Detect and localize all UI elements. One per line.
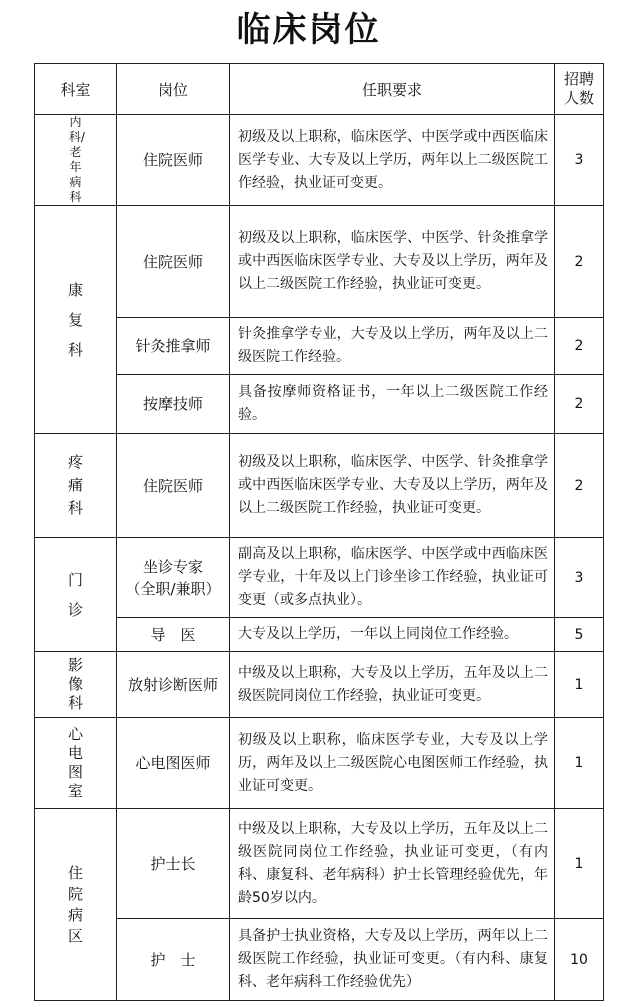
dept-label: 疼痛科 (67, 453, 83, 517)
count-cell: 3 (555, 538, 604, 618)
dept-cell (35, 809, 117, 1001)
dept-label: 内科/老年病科 (68, 115, 85, 204)
requirements-cell: 副高及以上职称，临床医学、中医学或中西临床医学专业，十年及以上门诊坐诊工作经验，执业证可变更（或多点执业）。 (230, 538, 555, 618)
count-cell: 2 (555, 434, 604, 538)
requirements-cell: 中级及以上职称，大专及以上学历，五年及以上二级医院同岗位工作经验，执业证可变更。 (230, 652, 555, 718)
recruitment-table (34, 63, 604, 1001)
requirements-cell: 具备护士执业资格，大专及以上学历，两年以上二级医院工作经验，执业证可变更。（有内科、康复科、老年病科工作经验优先） (230, 919, 555, 1001)
table-row (35, 919, 604, 1001)
table-row (35, 718, 604, 809)
dept-cell (35, 115, 117, 206)
position-cell: 心电图医师 (117, 718, 230, 809)
requirements-cell: 中级及以上职称，大专及以上学历，五年及以上二级医院同岗位工作经验，执业证可变更，（有内科、康复科、老年病科）护士长管理经验优先，年龄50岁以内。 (230, 809, 555, 919)
header-dept: 科室 (35, 64, 117, 115)
table-row (35, 618, 604, 652)
position-cell: 住院医师 (117, 434, 230, 538)
requirements-cell: 大专及以上学历，一年以上同岗位工作经验。 (230, 618, 555, 652)
table-row (35, 434, 604, 538)
dept-cell (35, 718, 117, 809)
position-cell: 住院医师 (117, 115, 230, 206)
table-header-row (35, 64, 604, 115)
position-cell: 住院医师 (117, 206, 230, 318)
position-cell: 放射诊断医师 (117, 652, 230, 718)
dept-label: 门诊 (67, 570, 83, 619)
position-cell: 护士长 (117, 809, 230, 919)
table-row (35, 375, 604, 434)
dept-label: 心电图室 (67, 725, 83, 800)
count-cell: 2 (555, 318, 604, 375)
position-cell: 导 医 (117, 618, 230, 652)
dept-label: 住院病区 (67, 863, 83, 945)
table-row (35, 538, 604, 618)
table-row (35, 115, 604, 206)
header-count: 招聘 人数 (555, 64, 604, 115)
table-row (35, 809, 604, 919)
position-cell: 护 士 (117, 919, 230, 1001)
count-cell: 1 (555, 809, 604, 919)
position-cell: 针灸推拿师 (117, 318, 230, 375)
count-cell: 1 (555, 718, 604, 809)
dept-cell (35, 434, 117, 538)
table-row (35, 652, 604, 718)
count-cell: 1 (555, 652, 604, 718)
requirements-cell: 初级及以上职称，临床医学、中医学、针灸推拿学或中西医临床医学专业、大专及以上学历，两年及以上二级医院工作经验，执业证可变更。 (230, 206, 555, 318)
table-row (35, 318, 604, 375)
position-cell: 坐诊专家 （全职/兼职） (117, 538, 230, 618)
count-cell: 10 (555, 919, 604, 1001)
requirements-cell: 初级及以上职称，临床医学、中医学或中西医临床医学专业、大专及以上学历，两年以上二级医院工作经验，执业证可变更。 (230, 115, 555, 206)
position-cell: 按摩技师 (117, 375, 230, 434)
count-cell: 2 (555, 206, 604, 318)
dept-label: 影像科 (67, 656, 83, 712)
count-cell: 5 (555, 618, 604, 652)
dept-cell (35, 538, 117, 652)
table-row (35, 206, 604, 318)
page-title: 临床岗位 (236, 10, 381, 50)
dept-label: 康复科 (67, 280, 83, 359)
requirements-cell: 初级及以上职称，临床医学、中医学、针灸推拿学或中西医临床医学专业、大专及以上学历，两年及以上二级医院工作经验，执业证可变更。 (230, 434, 555, 538)
count-cell: 3 (555, 115, 604, 206)
requirements-cell: 具备按摩师资格证书，一年以上二级医院工作经验。 (230, 375, 555, 434)
header-requirements: 任职要求 (230, 64, 555, 115)
dept-cell (35, 206, 117, 434)
header-position: 岗位 (117, 64, 230, 115)
count-cell: 2 (555, 375, 604, 434)
requirements-cell: 初级及以上职称，临床医学专业，大专及以上学历，两年及以上二级医院心电图医师工作经验，执业证可变更。 (230, 718, 555, 809)
dept-cell (35, 652, 117, 718)
requirements-cell: 针灸推拿学专业，大专及以上学历，两年及以上二级医院工作经验。 (230, 318, 555, 375)
